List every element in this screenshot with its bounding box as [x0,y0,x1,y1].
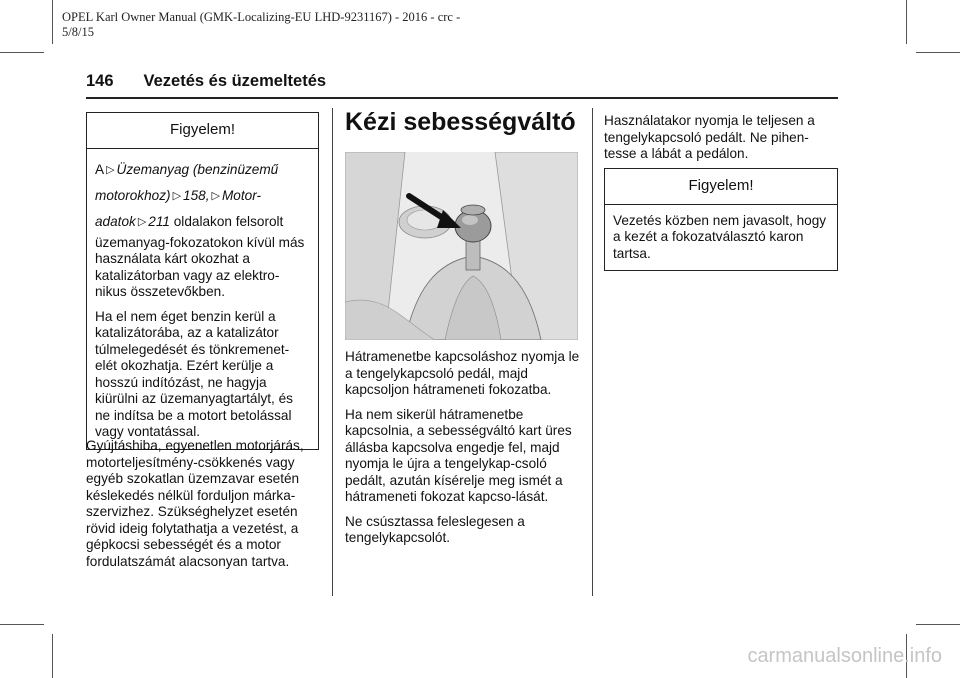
right-column-body [604,113,840,171]
page-reference-arrow-icon: ▷ [137,215,147,228]
print-metadata-line2: 5/8/15 [62,25,94,39]
column-divider [592,108,593,596]
running-head [86,72,326,91]
page-reference-arrow-icon: ▷ [211,189,220,202]
header-rule [86,97,838,99]
watermark: carmanualsonline.info [747,645,942,667]
crop-mark [52,634,53,678]
reference-link-cont[interactable]: adatok [95,213,136,229]
reference-link[interactable]: Motor- [221,187,261,203]
notice-reference-text [95,157,310,235]
notice-title: Figyelem! [87,113,318,149]
crop-mark [916,52,960,53]
section-name: Vezetés és üzemeltetés [143,72,327,90]
reference-link-cont[interactable]: motorokhoz) [95,187,171,203]
body-paragraph: Ne csúsztassa feleslegesen a tengelykapcsolót. [345,513,525,545]
section-heading: Kézi sebességváltó [345,108,576,136]
page-number: 146 [86,72,114,90]
notice-paragraph: Ha el nem éget benzin kerül a katalizátorába, az a katalizátor túlmelegedését és tönkremenet-elét okozhatja. Ezért kerülje a hosszú indítózást, ne hagyja kiürülni az üzemanyagtartályt, és ne indítsa be a motort betolással vagy vontatással. [95,308,293,439]
print-metadata-line1: OPEL Karl Owner Manual (GMK-Localizing-EU LHD-9231167) - 2016 - crc - [62,10,461,24]
body-paragraph: Használatakor nyomja le teljesen a tengelykapcsoló pedált. Ne pihen-tesse a lábát a pedálon. [604,113,815,161]
column-divider [332,108,333,596]
crop-mark [906,0,907,44]
body-paragraph: Ha nem sikerül hátramenetbe kapcsolnia, a sebességváltó kart üres állásba kapcsolva engedje fel, majd nyomja le újra a tengelykap-csoló pedált, azután kísérelje meg ismét a hátrameneti fokozat kapcso-lását. [345,406,572,504]
notice-text: Vezetés közben nem javasolt, hogy a kezét a fokozatválasztó karon tartsa. [613,212,827,261]
left-column-body [86,438,322,578]
reference-link[interactable]: Üzemanyag (benzinüzemű [116,161,279,177]
warning-notice-box [604,168,838,271]
crop-mark [916,624,960,625]
middle-column-body [345,349,583,555]
body-paragraph: Gyújtáshiba, egyenetlen motorjárás, motorteljesítmény-csökkenés vagy egyéb szokatlan üzemzavar esetén késlekedés nélkül forduljon márka-szervizhez. Szükséghelyzet esetén rövid ideig folytathatja a vezetést, a gépkocsi sebességét és a motor fordulatszámát alacsonyan tartva. [86,438,304,569]
page-ref[interactable]: 211 [148,213,170,229]
page-ref[interactable]: 158, [183,187,210,203]
notice-text: üzemanyag-fokozatokon kívül más használata kárt okozhat a katalizátorban vagy az elektro-nikus összetevőkben. [95,234,305,299]
crop-mark [0,624,44,625]
page-reference-arrow-icon: ▷ [172,189,182,202]
notice-word: A [95,161,105,177]
body-paragraph: Hátramenetbe kapcsoláshoz nyomja le a tengelykapcsoló pedál, majd kapcsoljon hátrameneti fokozatba. [345,349,580,397]
warning-notice-box [86,112,319,450]
notice-title: Figyelem! [605,169,837,205]
crop-mark [0,52,44,53]
notice-text: oldalakon felsorolt [173,213,284,229]
print-metadata [62,10,460,40]
gear-lever-illustration [345,152,578,340]
page-reference-arrow-icon: ▷ [106,163,115,176]
crop-mark [52,0,53,44]
